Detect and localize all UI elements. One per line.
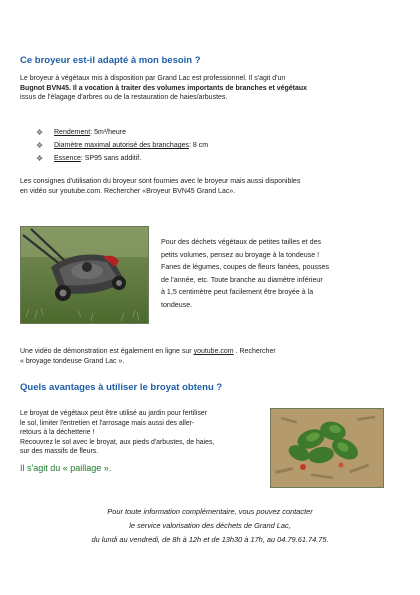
spec-item <box>36 126 208 139</box>
contact-paragraph <box>20 505 400 547</box>
contact-line: Pour toute information complémentaire, vous pouvez contacter <box>107 507 313 516</box>
intro-line: Bugnot BVN45. Il a vocation à traiter des volumes importants de branches et végétaux <box>20 84 308 92</box>
diamond-bullet-icon: ❖ <box>36 154 44 163</box>
lawn-mower-photo <box>20 226 149 324</box>
instructions-line: en vidéo sur youtube.com. Rechercher «Broyeur BVN45 Grand Lac». <box>20 187 236 195</box>
video-paragraph <box>20 347 400 366</box>
spec-label: Diamètre maximal autorisé des branchages <box>54 142 190 149</box>
video-line <box>20 347 400 357</box>
mower-line: Fanes de légumes, coupes de fleurs fanées, pousses <box>161 263 329 271</box>
spec-label: Essence <box>54 155 81 162</box>
spec-item <box>36 152 208 165</box>
spec-value: : 5m³/heure <box>90 129 126 136</box>
diamond-bullet-icon: ❖ <box>36 141 44 150</box>
spec-label: Rendement <box>54 129 91 136</box>
intro-line: issus de l'élagage d'arbres ou de la restauration de haies/arbustes. <box>20 94 228 101</box>
section-heading-broyeur: Ce broyeur est-il adapté à mon besoin ? <box>20 55 201 66</box>
mower-line: Pour des déchets végétaux de petites tailles et des <box>161 238 322 246</box>
video-line: « broyage tondeuse Grand Lac ». <box>20 357 125 365</box>
intro-paragraph <box>20 74 400 103</box>
diamond-bullet-icon: ❖ <box>36 128 44 137</box>
broyat-line: retours à la déchetterie ! <box>20 429 95 436</box>
mower-line: tondeuse. <box>161 300 193 309</box>
contact-line: du lundi au vendredi, de 8h à 12h et de 13h30 à 17h, au 04.79.61.74.75. <box>91 535 329 544</box>
intro-line: Le broyeur à végétaux mis à disposition par Grand Lac est professionnel. Il s'agit d'un <box>20 75 286 82</box>
broyat-line: sur des massifs de fleurs. <box>20 448 99 455</box>
contact-line: le service valorisation des déchets de Grand Lac, <box>129 521 291 530</box>
section-heading-avantages: Quels avantages à utiliser le broyat obtenu ? <box>20 382 223 393</box>
spec-value: : 8 cm <box>189 142 209 149</box>
broyat-line: Le broyat de végétaux peut être utilisé au jardin pour fertiliser <box>20 410 207 417</box>
instructions-paragraph <box>20 177 400 196</box>
paillage-callout: Il s'agit du « paillage ». <box>20 463 112 473</box>
spec-item <box>36 139 208 152</box>
mulch-plant-photo <box>270 408 384 488</box>
mower-paragraph <box>161 236 401 311</box>
mower-line: de l'année, etc. Toute branche au diamètre inférieur <box>161 275 323 284</box>
video-text: . Rechercher <box>233 348 276 355</box>
mower-line: petits volumes, pensez au broyage à la tondeuse ! <box>161 250 320 259</box>
broyat-paragraph <box>20 409 265 457</box>
youtube-link[interactable]: youtube.com <box>193 348 234 355</box>
spec-value: : SP95 sans additif. <box>80 155 142 162</box>
spec-list <box>36 126 208 165</box>
video-text: Une vidéo de démonstration est également en ligne sur <box>20 348 194 355</box>
broyat-line: le sol, limiter l'entretien et l'arrosage mais aussi des aller- <box>20 419 195 427</box>
instructions-line: Les consignes d'utilisation du broyeur sont fournies avec le broyeur mais aussi disponibles <box>20 178 301 185</box>
mower-line: à 1,5 centimètre peut facilement être broyée à la <box>161 288 314 296</box>
broyat-line: Recouvrez le sol avec le broyat, aux pieds d'arbustes, de haies, <box>20 438 215 446</box>
